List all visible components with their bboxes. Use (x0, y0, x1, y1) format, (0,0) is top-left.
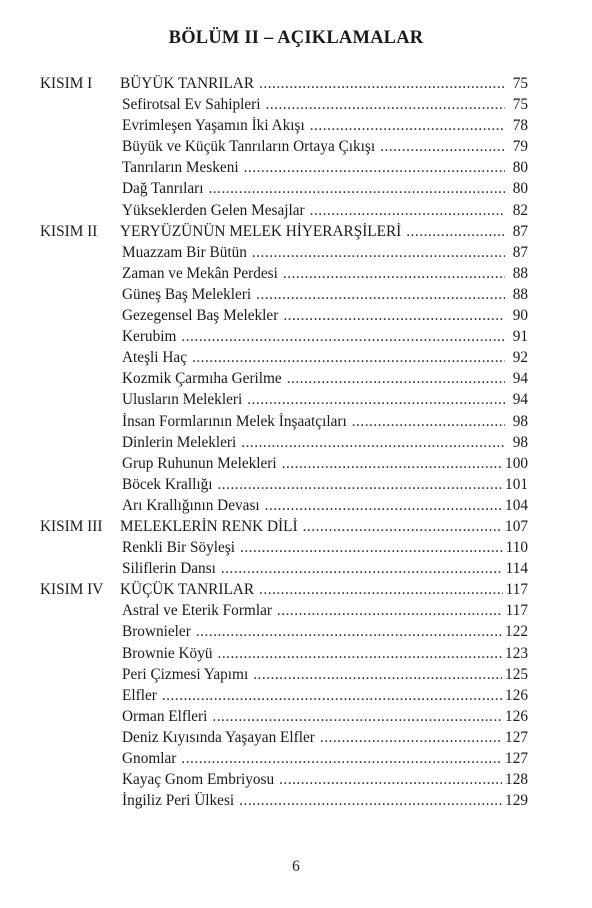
entry-title: Sefirotsal Ev Sahipleri (122, 96, 261, 114)
entry-title: Orman Elfleri (122, 707, 208, 725)
entry-page-number: 75 (512, 96, 528, 114)
dot-leader (247, 389, 505, 410)
dot-leader (259, 579, 503, 600)
dot-leader (221, 558, 503, 579)
entry-title: YERYÜZÜNÜN MELEK HİYERARŞİLERİ (120, 222, 402, 240)
entry-page-number: 126 (505, 686, 528, 704)
entry-page-number: 128 (505, 771, 528, 789)
dot-leader (287, 368, 505, 389)
toc-entry (122, 748, 528, 769)
entry-title: Deniz Kıyısında Yaşayan Elfler (122, 728, 315, 746)
entry-page-number: 87 (512, 222, 528, 240)
entry-title: İngiliz Peri Ülkesi (122, 792, 235, 810)
toc-row (40, 115, 528, 136)
part-label: KISIM III (40, 517, 103, 535)
entry-page-number: 129 (505, 792, 528, 810)
dot-leader (283, 263, 505, 284)
entry-title: Siliflerin Dansı (122, 560, 216, 578)
dot-leader (240, 537, 503, 558)
toc-row (40, 706, 528, 727)
entry-title: Zaman ve Mekân Perdesi (122, 264, 278, 282)
entry-page-number: 98 (512, 412, 528, 430)
toc-row (40, 326, 528, 347)
toc-row (40, 221, 528, 242)
toc-row (40, 621, 528, 642)
entry-title: Evrimleşen Yaşamın İki Akışı (122, 117, 305, 135)
dot-leader (241, 432, 505, 453)
part-label: KISIM II (40, 222, 98, 240)
entry-title: MELEKLERİN RENK DİLİ (120, 517, 298, 535)
toc-entry (122, 305, 528, 326)
entry-title: Arı Krallığının Devası (122, 496, 260, 514)
toc-row (40, 495, 528, 516)
dot-leader (212, 706, 502, 727)
toc-row (40, 411, 528, 432)
toc-entry (122, 537, 528, 558)
toc-entry (122, 242, 528, 263)
dot-leader (310, 200, 505, 221)
toc-row (40, 769, 528, 790)
entry-title: Gezegensel Baş Melekler (122, 307, 279, 325)
entry-title: Kayaç Gnom Embriyosu (122, 771, 275, 789)
toc-entry (120, 579, 528, 600)
entry-page-number: 126 (505, 707, 528, 725)
entry-title: Ateşli Haç (122, 349, 187, 367)
dot-leader (252, 242, 505, 263)
toc-entry (122, 600, 528, 621)
entry-title: Gnomlar (122, 750, 177, 767)
toc-row (40, 685, 528, 706)
entry-title: Grup Ruhunun Melekleri (122, 454, 277, 472)
toc-row (40, 664, 528, 685)
entry-page-number: 80 (512, 180, 528, 198)
toc-row (40, 474, 528, 495)
entry-title: Güneş Baş Melekleri (122, 285, 252, 303)
entry-title: Tanrıların Meskeni (122, 159, 239, 177)
toc-entry (122, 664, 528, 685)
entry-page-number: 90 (512, 307, 528, 325)
dot-leader (283, 305, 505, 326)
toc-row (40, 389, 528, 410)
toc-row (40, 242, 528, 263)
toc-row (40, 284, 528, 305)
entry-page-number: 104 (505, 496, 528, 514)
entry-page-number: 82 (512, 201, 528, 219)
toc-entry (122, 706, 528, 727)
dot-leader (277, 600, 503, 621)
entry-title: Böcek Krallığı (122, 475, 213, 493)
entry-page-number: 91 (512, 328, 528, 346)
toc-entry (122, 326, 528, 347)
toc-entry (120, 516, 528, 537)
toc-entry (122, 685, 528, 706)
dot-leader (259, 73, 505, 94)
toc-entry (122, 263, 528, 284)
part-label: KISIM I (40, 75, 93, 92)
entry-page-number: 125 (505, 665, 528, 683)
toc-entry (120, 221, 528, 242)
entry-page-number: 127 (505, 728, 528, 746)
entry-title: Muazzam Bir Bütün (122, 243, 247, 261)
entry-page-number: 92 (512, 349, 528, 367)
toc-row (40, 643, 528, 664)
toc-row (40, 537, 528, 558)
toc-entry (122, 474, 528, 495)
dot-leader (196, 621, 502, 642)
toc-row (40, 748, 528, 769)
entry-page-number: 94 (512, 370, 528, 388)
entry-page-number: 88 (512, 285, 528, 303)
entry-page-number: 123 (505, 644, 528, 662)
entry-title: KÜÇÜK TANRILAR (120, 581, 255, 599)
dot-leader (266, 94, 506, 115)
entry-title: BÜYÜK TANRILAR (120, 75, 255, 92)
dot-leader (218, 643, 503, 664)
dot-leader (244, 157, 505, 178)
toc-entry (122, 347, 528, 368)
entry-page-number: 78 (512, 117, 528, 135)
entry-page-number: 79 (512, 138, 528, 156)
entry-title: Brownie Köyü (122, 644, 213, 662)
entry-title: Dağ Tanrıları (122, 180, 204, 198)
toc-entry (120, 73, 528, 94)
toc-entry (122, 769, 528, 790)
entry-title: Brownieler (122, 623, 191, 641)
part-label: KISIM IV (40, 581, 104, 599)
entry-title: Kerubim (122, 328, 177, 346)
toc-row (40, 516, 528, 537)
toc-entry (122, 389, 528, 410)
toc-row (40, 305, 528, 326)
entry-page-number: 117 (505, 581, 528, 599)
dot-leader (406, 221, 505, 242)
entry-page-number: 100 (505, 454, 528, 472)
page-title: BÖLÜM II – AÇIKLAMALAR (168, 28, 424, 48)
toc-row (40, 579, 528, 600)
entry-page-number: 114 (505, 560, 528, 578)
toc-entry (122, 790, 528, 811)
dot-leader (239, 790, 502, 811)
entry-page-number: 122 (505, 623, 528, 641)
dot-leader (181, 326, 505, 347)
dot-leader (181, 748, 502, 769)
dot-leader (279, 769, 502, 790)
entry-title: Astral ve Eterik Formlar (122, 602, 272, 620)
toc-row (40, 368, 528, 389)
toc-row (40, 263, 528, 284)
dot-leader (256, 284, 505, 305)
toc-entry (122, 115, 528, 136)
dot-leader (253, 664, 502, 685)
toc-row (40, 432, 528, 453)
entry-title: Elfler (122, 686, 157, 704)
toc-row (40, 347, 528, 368)
entry-title: İnsan Formlarının Melek İnşaatçıları (122, 412, 347, 430)
entry-title: Büyük ve Küçük Tanrıların Ortaya Çıkışı (122, 138, 376, 156)
toc-entry (122, 727, 528, 748)
toc-entry (122, 284, 528, 305)
toc-entry (122, 94, 528, 115)
dot-leader (162, 685, 502, 706)
table-of-contents (40, 73, 528, 811)
dot-leader (310, 115, 505, 136)
entry-page-number: 75 (512, 75, 528, 92)
dot-leader (208, 178, 505, 199)
toc-entry (122, 643, 528, 664)
entry-title: Dinlerin Melekleri (122, 433, 237, 451)
entry-page-number: 117 (505, 602, 528, 620)
entry-title: Ulusların Melekleri (122, 391, 243, 409)
entry-page-number: 88 (512, 264, 528, 282)
dot-leader (303, 516, 502, 537)
toc-row (40, 453, 528, 474)
toc-entry (122, 411, 528, 432)
toc-entry (122, 495, 528, 516)
dot-leader (352, 411, 505, 432)
toc-row (40, 94, 528, 115)
toc-entry (122, 621, 528, 642)
entry-title: Renkli Bir Söyleşi (122, 539, 236, 557)
toc-row (40, 790, 528, 811)
toc-row (40, 727, 528, 748)
entry-page-number: 87 (512, 243, 528, 261)
dot-leader (282, 453, 502, 474)
entry-page-number: 98 (512, 433, 528, 451)
entry-title: Peri Çizmesi Yapımı (122, 665, 249, 683)
entry-page-number: 94 (512, 391, 528, 409)
toc-row (40, 73, 528, 94)
toc-entry (122, 432, 528, 453)
entry-page-number: 80 (512, 159, 528, 177)
toc-row (40, 157, 528, 178)
dot-leader (320, 727, 502, 748)
entry-page-number: 127 (505, 750, 528, 767)
entry-page-number: 110 (505, 539, 528, 557)
dot-leader (265, 495, 502, 516)
toc-row (40, 178, 528, 199)
toc-entry (122, 453, 528, 474)
toc-entry (122, 136, 528, 157)
toc-entry (122, 368, 528, 389)
toc-row (40, 136, 528, 157)
toc-entry (122, 157, 528, 178)
toc-row (40, 600, 528, 621)
dot-leader (217, 474, 502, 495)
entry-title: Yükseklerden Gelen Mesajlar (122, 201, 305, 219)
dot-leader (192, 347, 505, 368)
entry-title: Kozmik Çarmıha Gerilme (122, 370, 282, 388)
toc-entry (122, 178, 528, 199)
toc-row (40, 200, 528, 221)
entry-page-number: 107 (505, 517, 528, 535)
toc-entry (122, 200, 528, 221)
entry-page-number: 101 (505, 475, 528, 493)
toc-entry (122, 558, 528, 579)
toc-row (40, 558, 528, 579)
page-number: 6 (292, 858, 300, 875)
dot-leader (380, 136, 505, 157)
